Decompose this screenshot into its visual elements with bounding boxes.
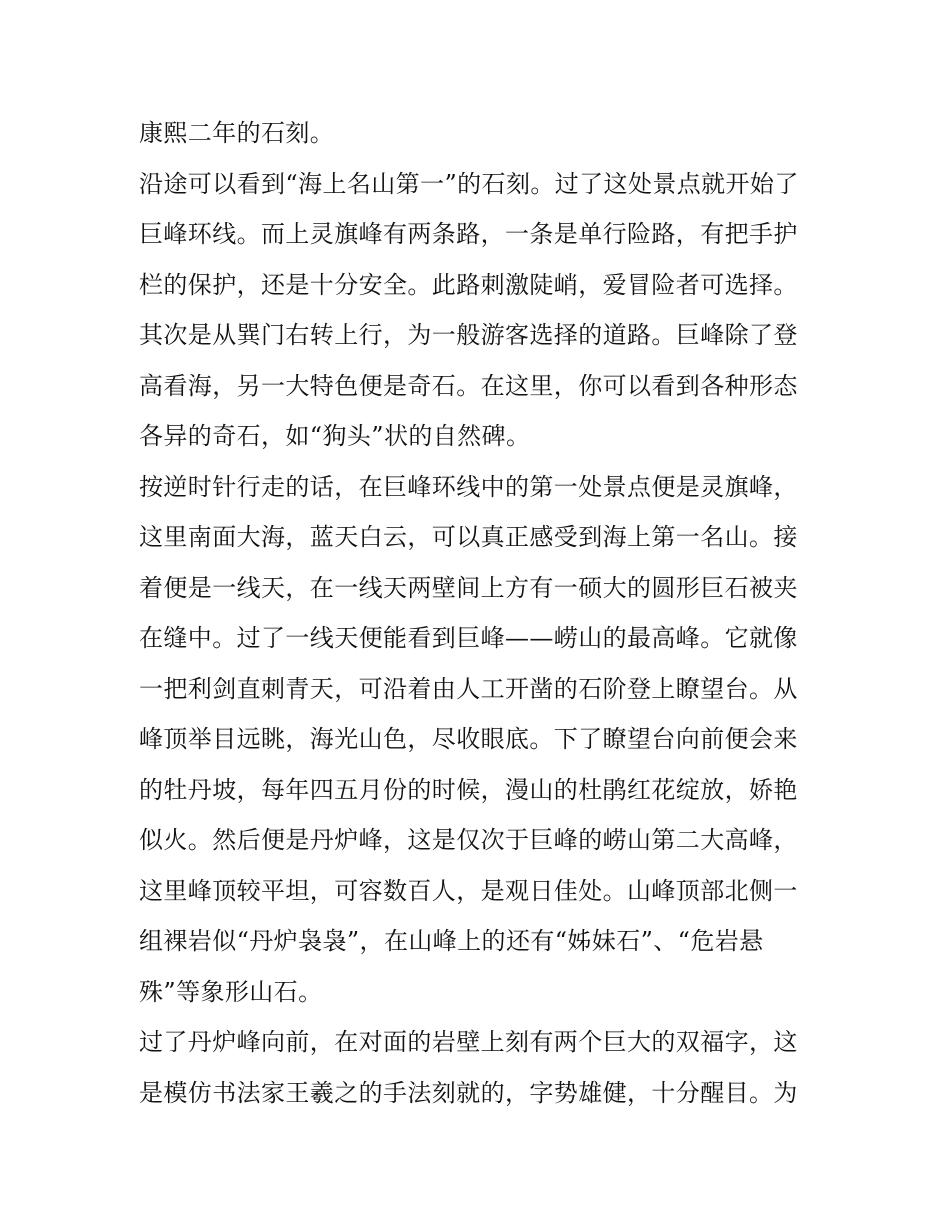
text-line-6: 高看海，另一大特色便是奇石。在这里，你可以看到各种形态 [139,371,798,400]
text-line-12: 一把利剑直刺青天，可沿着由人工开凿的石阶登上瞭望台。从 [139,674,798,703]
text-line-7: 各异的奇石，如“狗头”状的自然碑。 [139,422,531,450]
text-line-8: 按逆时针行走的话，在巨峰环线中的第一处景点便是灵旗峰， [139,472,798,501]
text-line-15: 似火。然后便是丹炉峰，这是仅次于巨峰的崂山第二大高峰， [139,826,798,854]
text-line-18: 殊”等象形山石。 [139,977,323,1006]
text-line-11: 在缝中。过了一线天便能看到巨峰——崂山的最高峰。它就像 [139,624,798,652]
text-line-2: 沿途可以看到“海上名山第一”的石刻。过了这处景点就开始了 [139,169,799,198]
text-line-17: 组裸岩似“丹炉袅袅”，在山峰上的还有“姊妹石”、“危岩悬 [139,927,764,955]
text-line-13: 峰顶举目远眺，海光山色，尽收眼底。下了瞭望台向前便会来 [139,725,798,753]
text-line-10: 着便是一线天，在一线天两壁间上方有一硕大的圆形巨石被夹 [139,573,798,602]
text-line-9: 这里南面大海，蓝天白云，可以真正感受到海上第一名山。接 [139,523,798,551]
text-line-4: 栏的保护，还是十分安全。此路刺激陡峭，爱冒险者可选择。 [139,270,798,299]
text-line-5: 其次是从巽门右转上行，为一般游客选择的道路。巨峰除了登 [139,321,798,349]
text-line-16: 这里峰顶较平坦，可容数百人，是观日佳处。山峰顶部北侧一 [139,876,798,905]
text-line-3: 巨峰环线。而上灵旗峰有两条路，一条是单行险路，有把手护 [139,220,798,248]
text-line-19: 过了丹炉峰向前，在对面的岩壁上刻有两个巨大的双福字，这 [139,1028,798,1056]
text-line-14: 的牡丹坡，每年四五月份的时候，漫山的杜鹃红花绽放，娇艳 [139,775,798,804]
text-line-20: 是模仿书法家王羲之的手法刻就的，字势雄健，十分醒目。为 [139,1078,798,1107]
text-line-1: 康熙二年的石刻。 [139,119,335,147]
document-body [139,108,819,1118]
